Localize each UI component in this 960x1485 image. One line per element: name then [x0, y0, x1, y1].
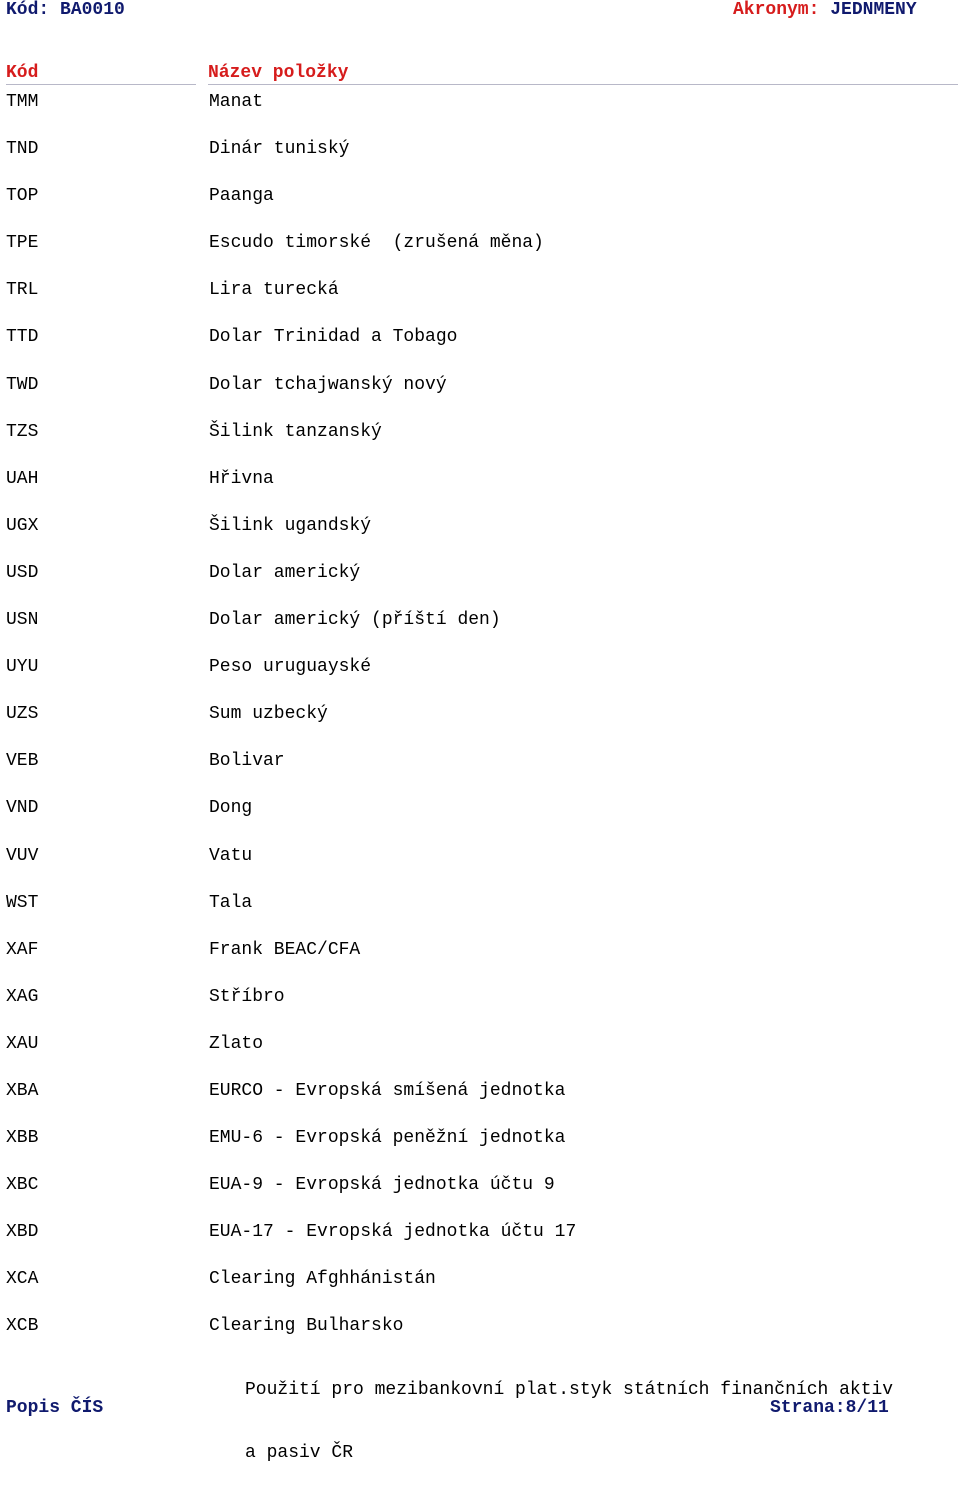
currency-code: TMM: [6, 92, 39, 112]
currency-table: [0, 92, 960, 1364]
table-row: [0, 704, 960, 751]
currency-code: VEB: [6, 751, 39, 772]
currency-name: Zlato: [209, 1033, 264, 1054]
currency-name: Hřivna: [209, 468, 274, 489]
table-row: [0, 1081, 960, 1128]
table-row: [0, 422, 960, 469]
currency-name: Tala: [209, 892, 253, 913]
currency-code: VUV: [6, 845, 39, 866]
header-code: [6, 0, 125, 20]
header-code-value: BA0010: [60, 0, 125, 20]
currency-code: USN: [6, 610, 39, 631]
currency-name: Stříbro: [209, 986, 285, 1007]
note-line-2: a pasiv ČR: [245, 1443, 354, 1463]
column-headers: [0, 63, 960, 85]
table-row: [0, 987, 960, 1034]
currency-code: UGX: [6, 515, 39, 536]
table-row: [0, 1128, 960, 1175]
currency-code: UYU: [6, 657, 39, 678]
currency-name: Peso uruguayské: [209, 657, 372, 678]
note-line-1: Použití pro mezibankovní plat.styk státních finančních aktiv: [245, 1380, 894, 1400]
column-header-code: Kód: [6, 63, 196, 85]
header-acronym: [733, 0, 917, 20]
currency-name: EURCO - Evropská smíšená jednotka: [209, 1080, 566, 1101]
table-row: [0, 893, 960, 940]
currency-code: XAG: [6, 986, 39, 1007]
currency-name: Manat: [209, 92, 264, 112]
table-row: [0, 139, 960, 186]
currency-code: TWD: [6, 374, 39, 395]
currency-name: Šilink tanzanský: [209, 421, 382, 442]
currency-name: Dinár tuniský: [209, 139, 350, 160]
table-row: [0, 1175, 960, 1222]
currency-code: XBC: [6, 1175, 39, 1196]
table-row: [0, 186, 960, 233]
table-row: [0, 375, 960, 422]
currency-name: Dolar Trinidad a Tobago: [209, 327, 458, 348]
currency-code: UAH: [6, 468, 39, 489]
table-row: [0, 610, 960, 657]
currency-name: Dolar tchajwanský nový: [209, 374, 447, 395]
currency-code: TZS: [6, 421, 39, 442]
currency-name: Clearing Bulharsko: [209, 1316, 404, 1337]
table-row: [0, 233, 960, 280]
currency-code: XBB: [6, 1128, 39, 1149]
table-row: [0, 469, 960, 516]
currency-name: Vatu: [209, 845, 253, 866]
table-row: [0, 1269, 960, 1316]
table-row: [0, 846, 960, 893]
table-row: [0, 516, 960, 563]
currency-name: Sum uzbecký: [209, 704, 328, 725]
currency-code: XAF: [6, 939, 39, 960]
currency-code: TPE: [6, 233, 39, 254]
page-number: Strana:8/11: [770, 1398, 889, 1418]
table-row: [0, 798, 960, 845]
table-row: [0, 280, 960, 327]
currency-code: USD: [6, 562, 39, 583]
currency-name: Šilink ugandský: [209, 515, 372, 536]
currency-name: Bolivar: [209, 751, 285, 772]
currency-code: XBA: [6, 1080, 39, 1101]
currency-code: XCB: [6, 1316, 39, 1337]
currency-name: EMU-6 - Evropská peněžní jednotka: [209, 1128, 566, 1149]
currency-code: XBD: [6, 1222, 39, 1243]
currency-code: XCA: [6, 1269, 39, 1290]
table-row: [0, 940, 960, 987]
currency-code: TRL: [6, 280, 39, 301]
footer-title: Popis ČÍS: [6, 1398, 104, 1418]
currency-code: UZS: [6, 704, 39, 725]
currency-code: TND: [6, 139, 39, 160]
header-acronym-value: JEDNMENY: [830, 0, 917, 20]
header-acronym-label: Akronym:: [733, 0, 820, 20]
table-row: [0, 1034, 960, 1081]
currency-name: Frank BEAC/CFA: [209, 939, 361, 960]
currency-name: EUA-17 - Evropská jednotka účtu 17: [209, 1222, 577, 1243]
currency-code: TTD: [6, 327, 39, 348]
currency-name: Dong: [209, 798, 253, 819]
page-header: [0, 0, 960, 22]
currency-code: TOP: [6, 186, 39, 207]
currency-name: Escudo timorské (zrušená měna): [209, 233, 544, 254]
table-row: [0, 751, 960, 798]
currency-name: Lira turecká: [209, 280, 339, 301]
table-row: [0, 327, 960, 374]
currency-name: Dolar americký (příští den): [209, 610, 501, 631]
column-header-name: Název položky: [208, 63, 958, 85]
header-code-label: Kód:: [6, 0, 50, 20]
table-row: [0, 657, 960, 704]
table-row: [0, 1222, 960, 1269]
currency-name: Dolar americký: [209, 562, 361, 583]
currency-name: Paanga: [209, 186, 274, 207]
currency-name: Clearing Afghhánistán: [209, 1269, 436, 1290]
table-row: [0, 92, 960, 139]
table-row: [0, 563, 960, 610]
currency-code: VND: [6, 798, 39, 819]
currency-name: EUA-9 - Evropská jednotka účtu 9: [209, 1175, 555, 1196]
page-footer: [0, 1398, 960, 1420]
currency-code: WST: [6, 892, 39, 913]
currency-code: XAU: [6, 1033, 39, 1054]
